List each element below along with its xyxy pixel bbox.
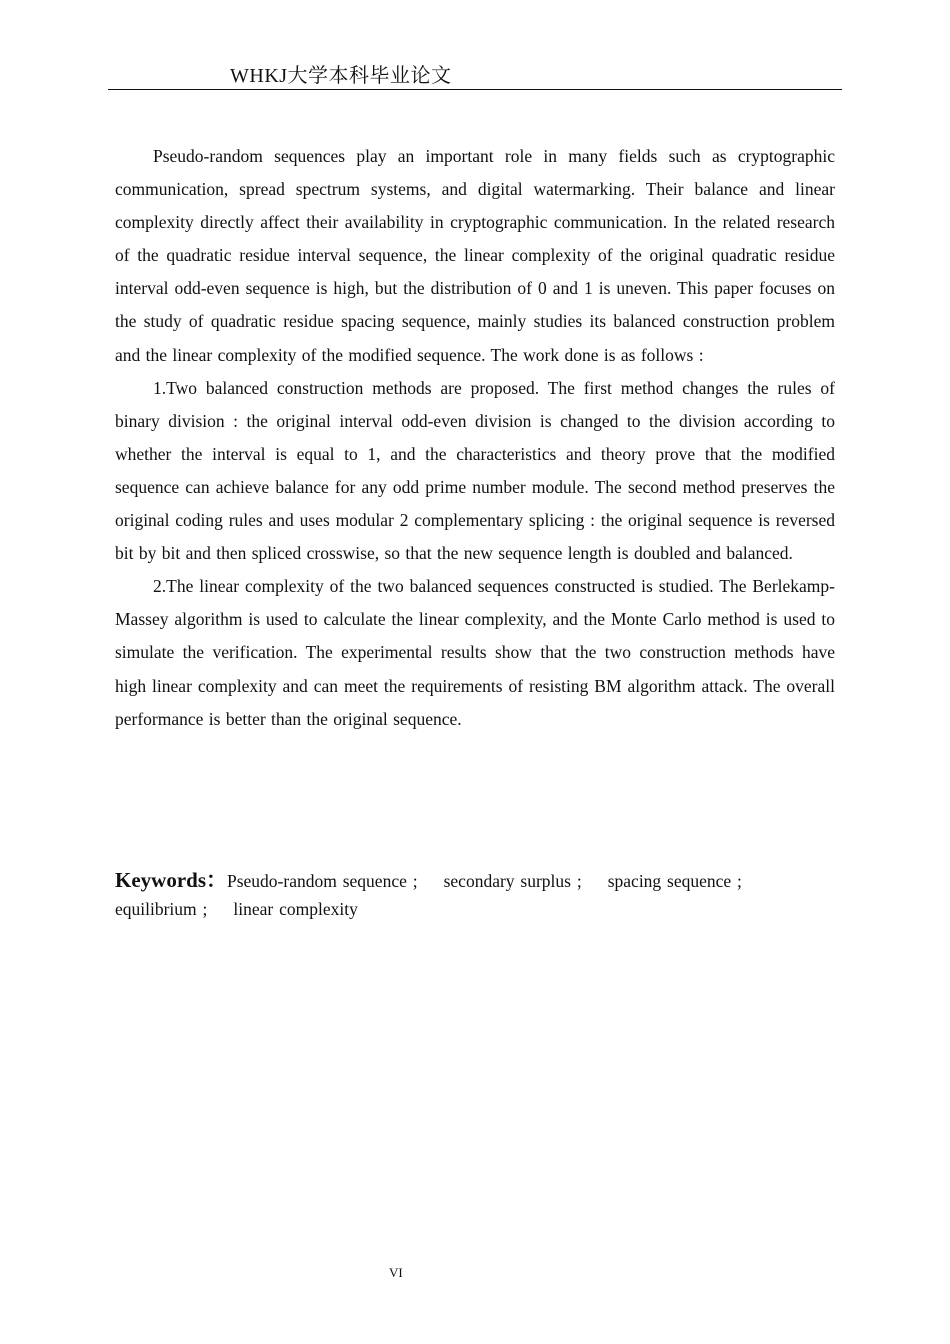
abstract-paragraph-point-1: 1.Two balanced construction methods are proposed. The first method changes the rules of binary division : the original interval odd-even division is changed to the division according to whether the interval is equal to 1, and the characteristics and theory prove that the modified sequence can achieve balance for any odd prime number module. The second method preserves the original coding rules and uses modular 2 complementary splicing : the original sequence is reversed bit by bit and then spliced crosswise, so that the new sequence length is doubled and balanced.: [115, 377, 835, 564]
abstract-paragraph-intro: Pseudo-random sequences play an important role in many fields such as cryptographic communication, spread spectrum systems, and digital watermarking. Their balance and linear complexity directly affect their availability in cryptographic communication. In the related research of the quadratic residue interval sequence, the linear complexity of the original quadratic residue interval odd-even sequence is high, but the distribution of 0 and 1 is uneven. This paper focuses on the study of quadratic residue spacing sequence, mainly studies its balanced construction problem and the linear complexity of the modified sequence. The work done is as follows :: [115, 146, 835, 365]
abstract-paragraph-point-2: 2.The linear complexity of the two balanced sequences constructed is studied. The Berlekamp-Massey algorithm is used to calculate the linear complexity, and the Monte Carlo method is used to simulate the verification. The experimental results show that the two construction methods have high linear complexity and can meet the requirements of resisting BM algorithm attack. The overall performance is better than the original sequence.: [115, 576, 835, 729]
page-number: VI: [389, 1265, 403, 1280]
abstract-body: [115, 140, 835, 736]
keyword-item: linear complexity: [233, 899, 358, 919]
keyword-item: secondary surplus ;: [443, 871, 582, 891]
keyword-item: spacing sequence ;: [607, 871, 742, 891]
keyword-item: equilibrium ;: [115, 899, 208, 919]
keywords-block: [115, 866, 835, 923]
running-header-title: WHKJ大学本科毕业论文: [230, 65, 452, 87]
header-divider: [108, 89, 842, 90]
keywords-label: Keywords：: [115, 868, 227, 892]
keyword-item: Pseudo-random sequence ;: [227, 871, 418, 891]
